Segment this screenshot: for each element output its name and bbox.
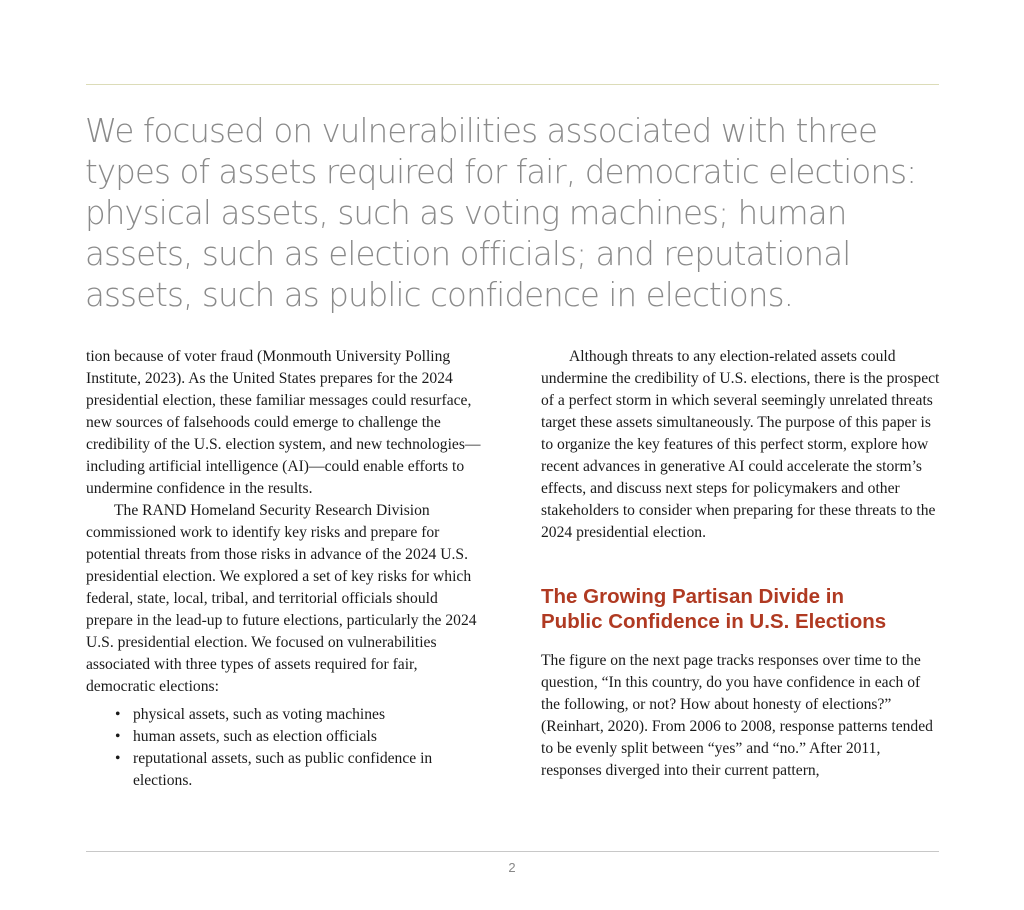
list-item — [86, 726, 486, 748]
bullet-icon: • — [115, 750, 121, 767]
top-divider — [86, 84, 939, 85]
page-number: 2 — [508, 860, 516, 875]
list-item-text: physical assets, such as voting machines — [133, 706, 386, 723]
list-item — [86, 748, 486, 792]
bottom-divider — [86, 851, 939, 852]
asset-bullet-list — [86, 704, 486, 792]
right-paragraph-1: Although threats to any election-related assets could undermine the credibility of U.S. elections, there is the prospect of a perfect storm in which several seemingly unrelated threats target these assets simultaneously. The purpose of this paper is to organize the key features of this perfect storm, explore how recent advances in generative AI could accelerate the storm’s effects, and discuss next steps for policymakers and other stakeholders to consider when preparing for these threats to the 2024 presidential election. — [541, 348, 940, 541]
list-item-text: reputational assets, such as public confidence in elections. — [133, 750, 433, 789]
left-column — [86, 346, 486, 792]
list-item — [86, 704, 486, 726]
list-item-text: human assets, such as election officials — [133, 728, 377, 745]
section-heading-line-2: Public Confidence in U.S. Elections — [541, 610, 887, 633]
left-paragraph-1: tion because of voter fraud (Monmouth University Polling Institute, 2023). As the United States prepares for the 2024 presidential election, these familiar messages could resurface, new sources of falsehoods could emerge to challenge the credibility of the U.S. election system, and new technologies—including artificial intelligence (AI)—could enable efforts to undermine confidence in the results. — [86, 348, 481, 497]
bullet-icon: • — [115, 728, 121, 745]
bullet-icon: • — [115, 706, 121, 723]
left-paragraph-2: The RAND Homeland Security Research Division commissioned work to identify key risks and prepare for potential threats from those risks in advance of the 2024 U.S. presidential election. We explored a set of key risks for which federal, state, local, tribal, and territorial officials should prepare in the lead-up to future elections, particularly the 2024 U.S. presidential election. We focused on vulnerabilities associated with three types of assets required for fair, democratic elections: — [86, 502, 477, 695]
pull-quote: We focused on vulnerabilities associated with three types of assets required for fair, democratic elections: physical assets, such as voting machines; human assets, such as election officials; and reputational assets, such as public confidence in elections. — [85, 112, 917, 314]
section-heading — [541, 584, 941, 634]
right-paragraph-2: The figure on the next page tracks responses over time to the question, “In this country, do you have confidence in each of the following, or not? How about honesty of elections?” (Reinhart, 2020). From 2006 to 2008, response patterns tended to be evenly split between “yes” and “no.” After 2011, responses diverged into their current pattern, — [541, 652, 933, 779]
right-column — [541, 346, 941, 782]
section-heading-line-1: The Growing Partisan Divide in — [541, 585, 844, 608]
